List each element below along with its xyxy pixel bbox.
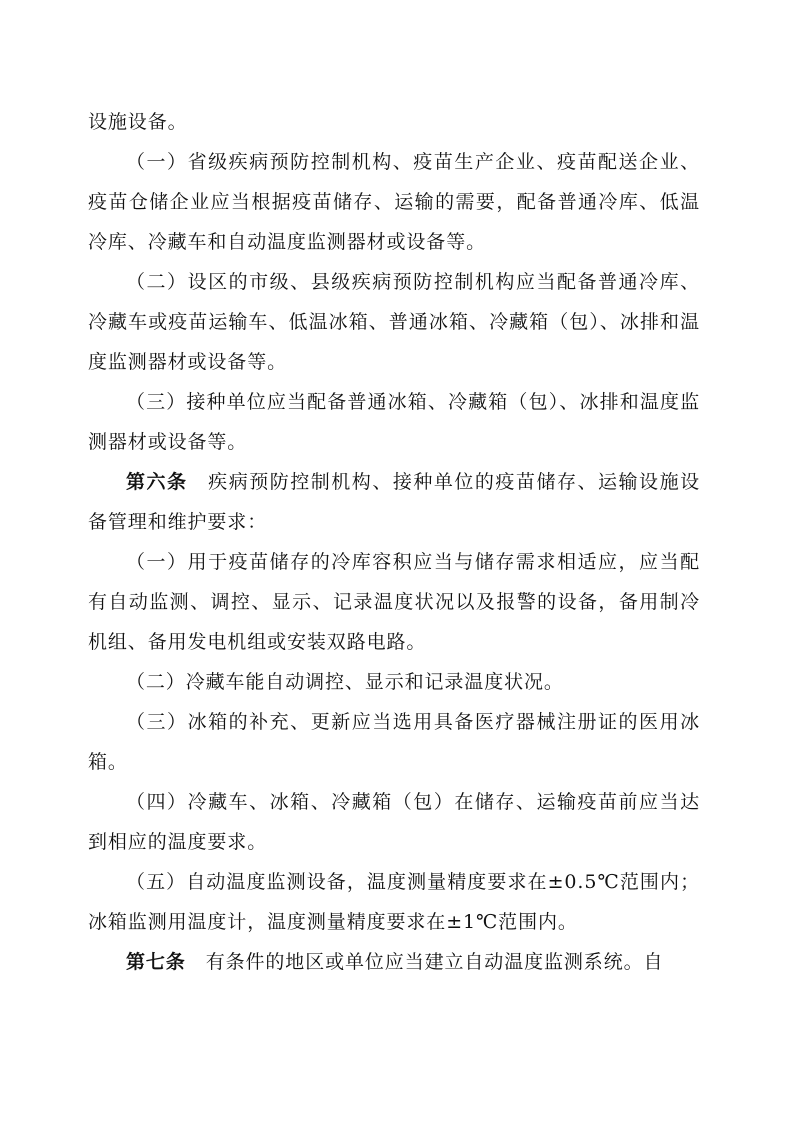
article-seven (88, 942, 700, 982)
paragraph-text: （四）冷藏车、冰箱、冷藏箱（包）在储存、运输疫苗前应当达到相应的温度要求。 (88, 791, 700, 853)
article-six (88, 462, 700, 542)
paragraph-text: （一）用于疫苗储存的冷库容积应当与储存需求相适应，应当配有自动监测、调控、显示、记录温度状况以及报警的设备，备用制冷机组、备用发电机组或安装双路电路。 (88, 551, 700, 653)
paragraph-item-1 (88, 142, 700, 262)
paragraph-item-6-1 (88, 542, 700, 662)
paragraph-text: （三）冰箱的补充、更新应当选用具备医疗器械注册证的医用冰箱。 (88, 711, 700, 773)
article-text: 疾病预防控制机构、接种单位的疫苗储存、运输设施设备管理和维护要求： (88, 471, 700, 533)
paragraph-text: （二）冷藏车能自动调控、显示和记录温度状况。 (126, 671, 564, 693)
paragraph-text: （二）设区的市级、县级疾病预防控制机构应当配备普通冷库、冷藏车或疫苗运输车、低温冰箱、普通冰箱、冷藏箱（包）、冰排和温度监测器材或设备等。 (88, 271, 700, 373)
paragraph-text: 设施设备。 (88, 111, 188, 133)
paragraph-item-6-2 (88, 662, 700, 702)
article-title: 第六条 (126, 471, 188, 493)
paragraph-item-3 (88, 382, 700, 462)
article-text: 有条件的地区或单位应当建立自动温度监测系统。自 (205, 951, 664, 973)
article-title: 第七条 (126, 951, 186, 973)
paragraph-continuation (88, 102, 700, 142)
paragraph-item-6-4 (88, 782, 700, 862)
paragraph-item-6-3 (88, 702, 700, 782)
paragraph-item-2 (88, 262, 700, 382)
paragraph-text: （三）接种单位应当配备普通冰箱、冷藏箱（包）、冰排和温度监测器材或设备等。 (88, 391, 700, 453)
paragraph-text: （一）省级疾病预防控制机构、疫苗生产企业、疫苗配送企业、疫苗仓储企业应当根据疫苗储存、运输的需要，配备普通冷库、低温冷库、冷藏车和自动温度监测器材或设备等。 (88, 151, 700, 253)
paragraph-text: （五）自动温度监测设备，温度测量精度要求在±0.5℃范围内；冰箱监测用温度计，温度测量精度要求在±1℃范围内。 (88, 871, 700, 933)
paragraph-item-6-5 (88, 862, 700, 942)
